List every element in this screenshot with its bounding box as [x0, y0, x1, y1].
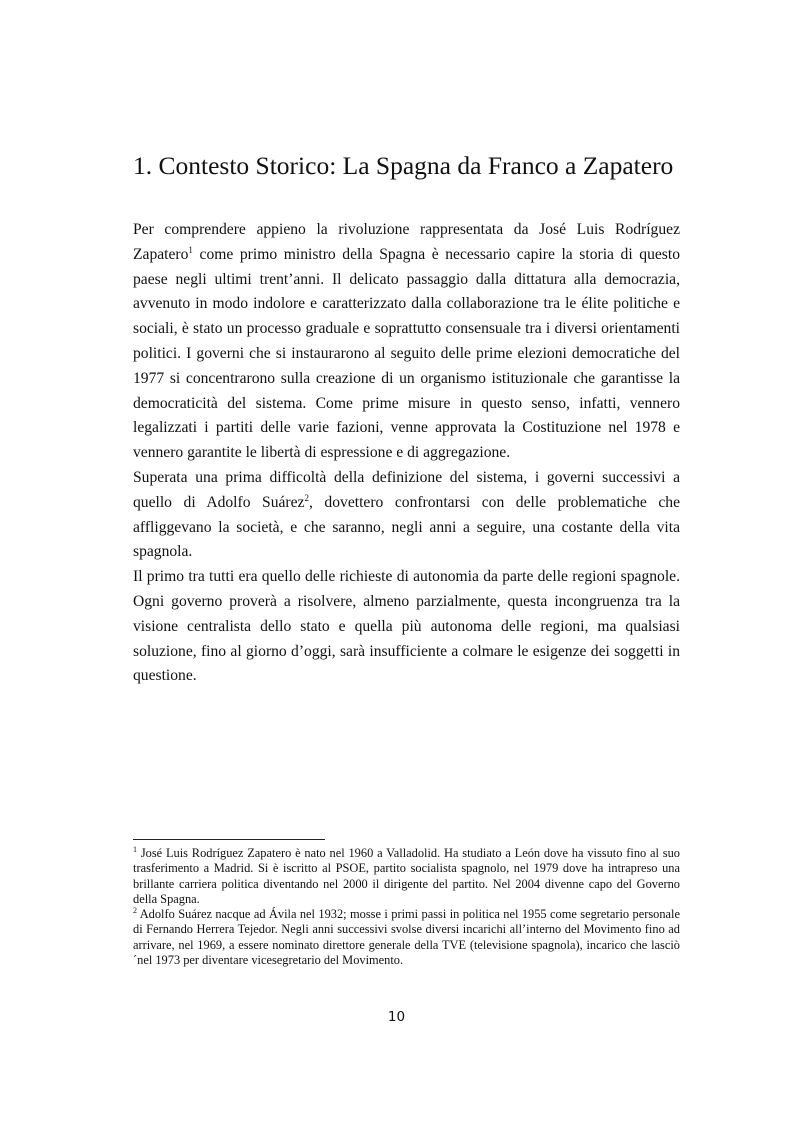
footnote-2-text: Adolfo Suárez nacque ad Ávila nel 1932; mosse i primi passi in politica nel 1955 come segretario personale di Fernando Herrera Tejedor. Negli anni successivi svolse diversi incarichi all’interno del Movimento fino ad arrivare, nel 1969, a essere nominato direttore generale della TVE (televisione spagnola), incarico che lasciò´nel 1973 per diventare vicesegretario del Movimento. — [133, 907, 680, 968]
paragraph-2-text-start: Superata una prima difficoltà della definizione del sistema, i governi successivi a quello di Adolfo Suárez — [133, 468, 680, 511]
page-number: 10 — [387, 1009, 406, 1025]
footnote-ref-1[interactable]: 1 — [188, 244, 193, 255]
footnote-marker-2: 2 — [133, 906, 137, 916]
paragraph-1-text-start: Per comprendere appieno la rivoluzione rappresentata da José Luis Rodríguez Zapatero — [133, 221, 680, 263]
footnote-1-text: José Luis Rodríguez Zapatero è nato nel 1960 a Valladolid. Ha studiato a León dove ha vissuto fino al suo trasferimento a Madrid. Si è iscritto al PSOE, partito socialista spagnolo, nel 1979 dove ha intrapreso una brillante carriera politica diventando nel 2000 il dirigente del partito. Nel 2004 divenne capo del Governo della Spagna. — [133, 846, 680, 906]
paragraph-1 — [133, 218, 680, 466]
body-text — [133, 218, 680, 689]
footnote-ref-2[interactable]: 2 — [304, 492, 309, 503]
paragraph-2 — [133, 466, 680, 565]
footnote-marker-1: 1 — [133, 844, 137, 854]
paragraph-3: Il primo tra tutti era quello delle richieste di autonomia da parte delle regioni spagnole. Ogni governo proverà a risolvere, almeno parzialmente, questa incongruenza tra la visione centralista dello stato e quella più autonoma delle regioni, ma qualsiasi soluzione, fino al giorno d’oggi, sarà insufficiente a colmare le esigenze dei soggetti in questione. — [133, 568, 680, 685]
footnotes — [133, 846, 680, 968]
footnote-separator — [133, 839, 325, 840]
footnote-1 — [133, 846, 680, 907]
paragraph-1-text-end: come primo ministro della Spagna è necessario capire la storia di questo paese negli ultimi trent’anni. Il delicato passaggio dalla dittatura alla democrazia, avvenuto in modo indolore e caratterizzato dalla collaborazione tra le élite politiche e sociali, è stato un processo graduale e soprattutto consensuale tra i diversi orientamenti politici. I governi che si instaurarono al seguito delle prime elezioni democratiche del 1977 si concentrarono sulla creazione di un organismo istituzionale che garantisse la democraticità del sistema. Come prime misure in questo senso, infatti, vennero legalizzati i partiti delle varie fazioni, venne approvata la Costituzione nel 1978 e vennero garantite le libertà di espressione e di aggregazione. — [133, 245, 680, 462]
chapter-title: 1. Contesto Storico: La Spagna da Franco a Zapatero — [133, 151, 674, 180]
footnote-2 — [133, 907, 680, 968]
paragraph-2-text-end: , dovettero confrontarsi con delle problematiche che affliggevano la società, e che saranno, negli anni a seguire, una costante della vita spagnola. — [133, 493, 681, 561]
